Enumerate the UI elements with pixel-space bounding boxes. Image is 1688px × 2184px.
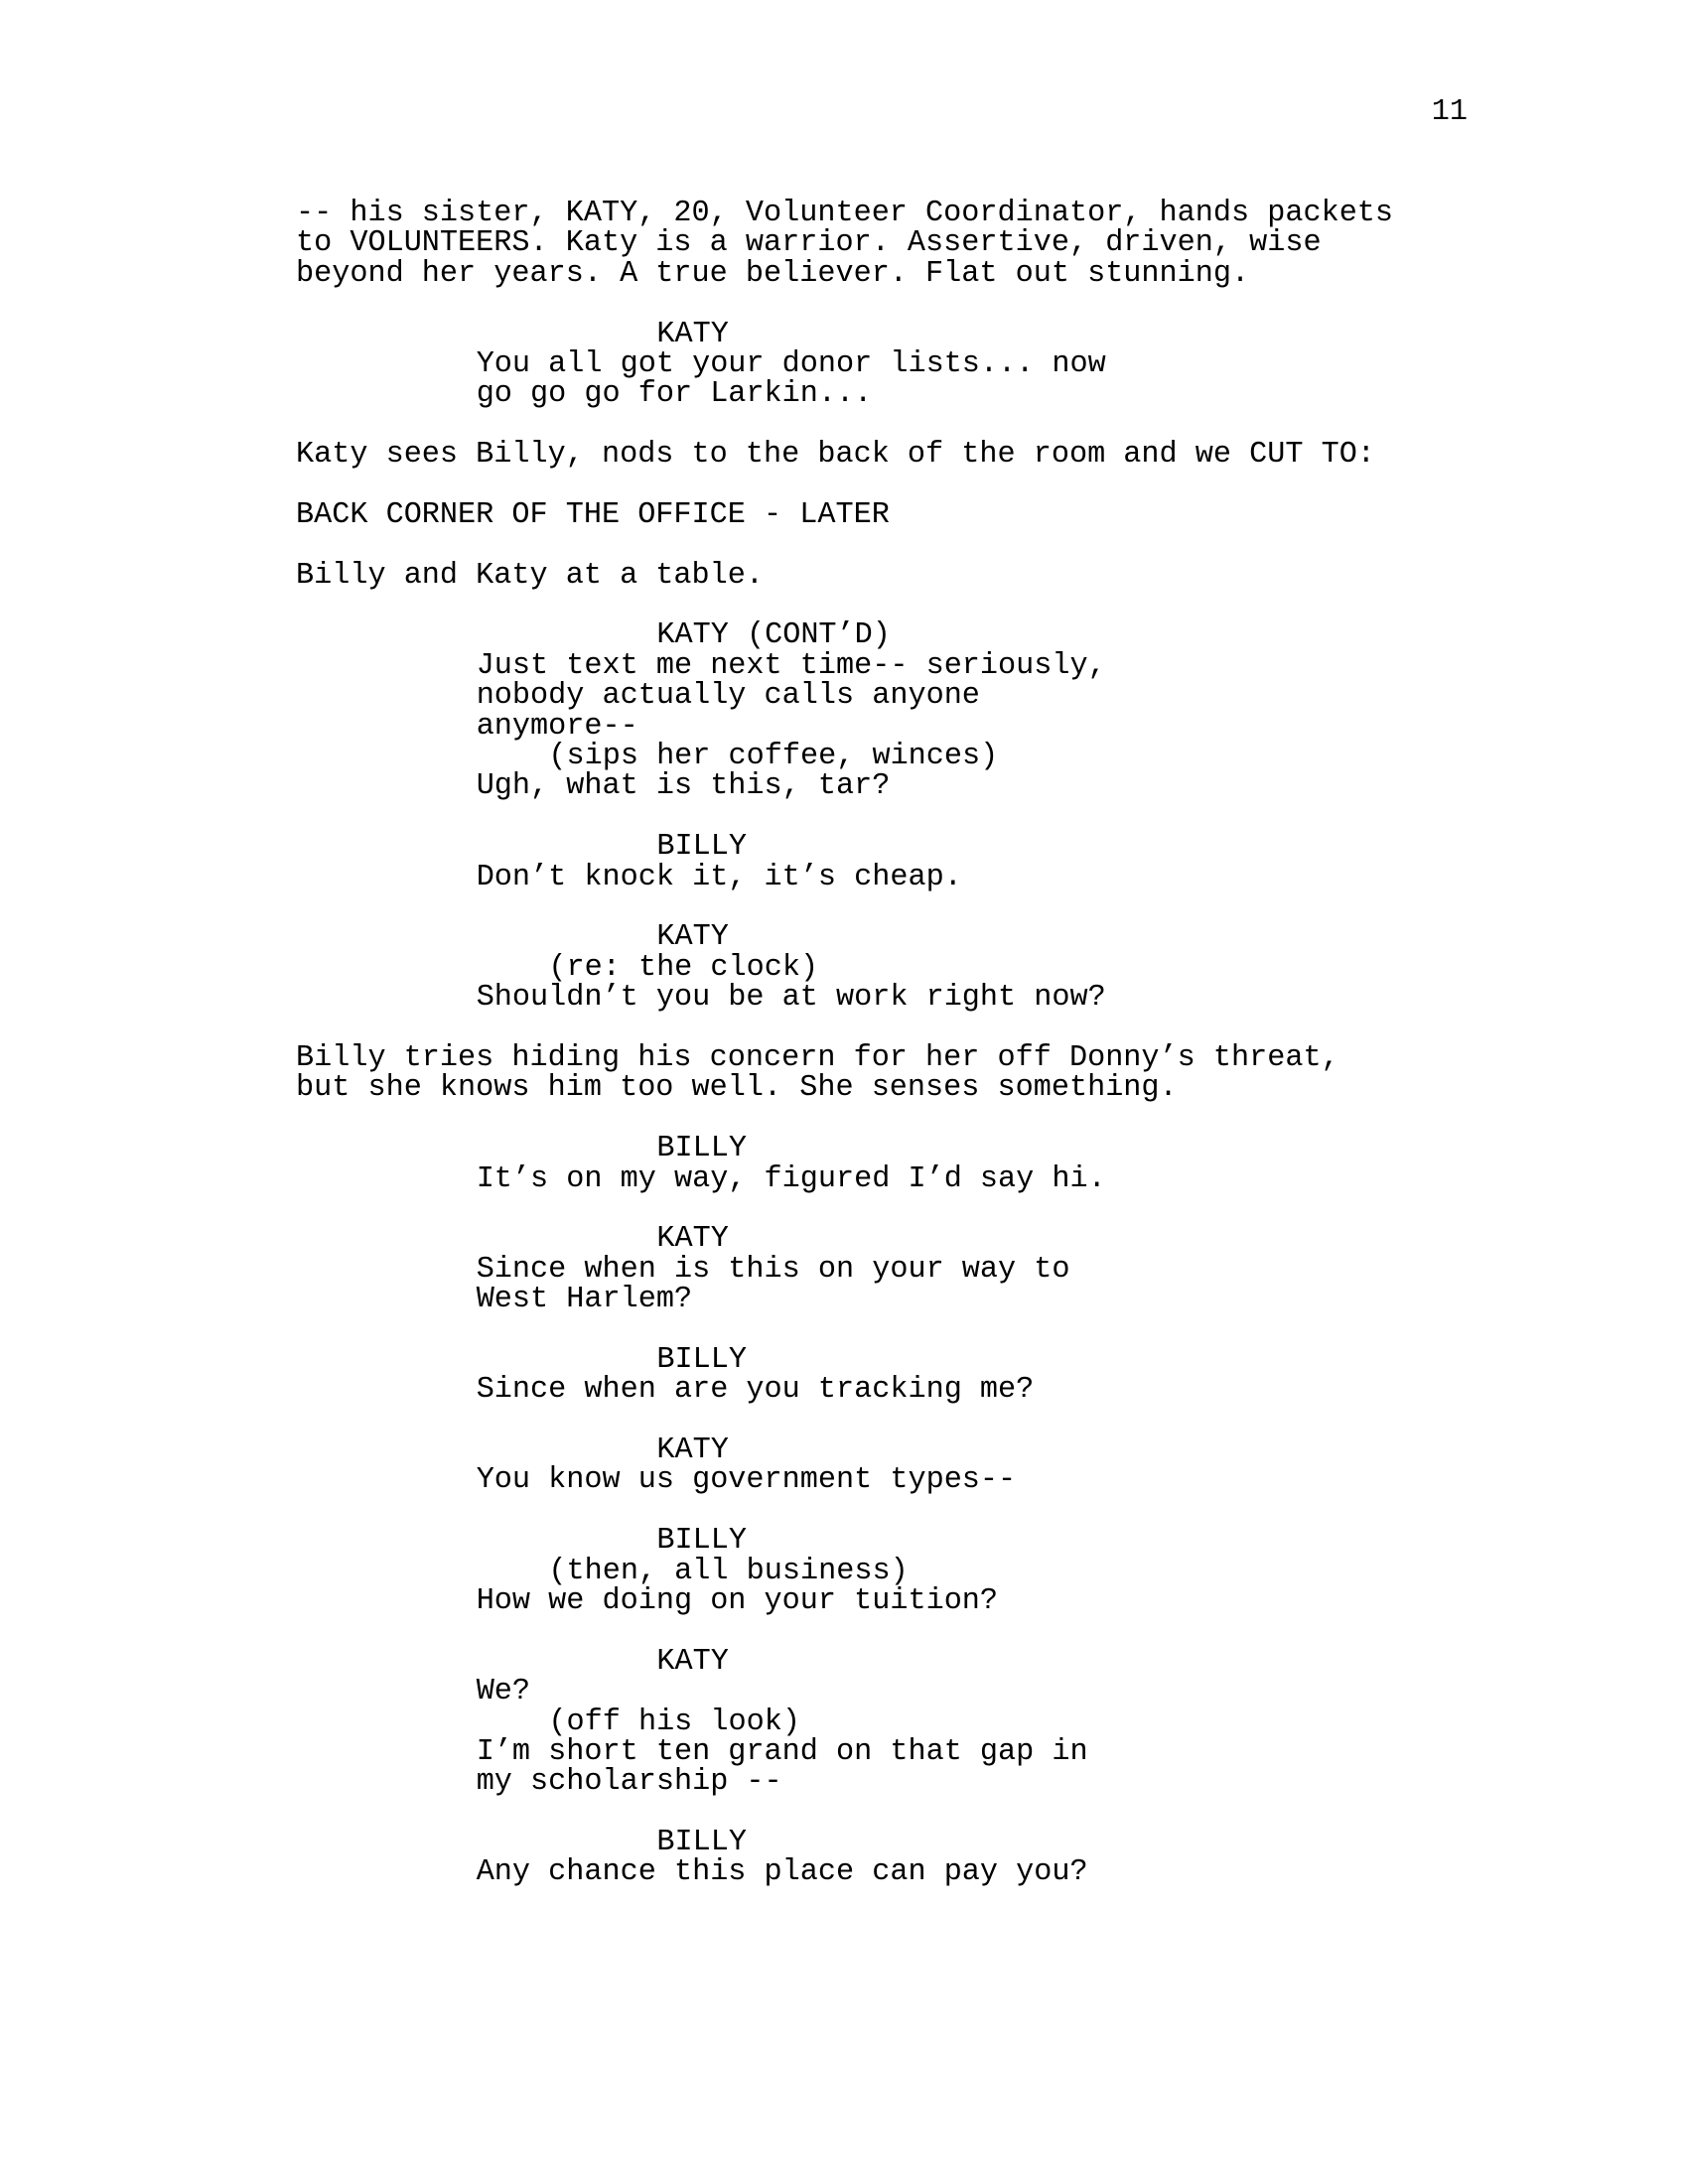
action-line: Billy tries hiding his concern for her off Donny’s threat, xyxy=(296,1040,1339,1075)
dialogue-line: How we doing on your tuition? xyxy=(476,1583,999,1618)
dialogue-line: anymore-- xyxy=(476,709,638,744)
blank-line xyxy=(296,1496,1487,1526)
dialogue-line: I’m short ten grand on that gap in xyxy=(476,1734,1088,1769)
character-name: BILLY xyxy=(656,1132,747,1166)
blank-line xyxy=(296,802,1487,832)
dialogue-line: West Harlem? xyxy=(476,1283,693,1317)
dialogue-line: It’s on my way, figured I’d say hi. xyxy=(476,1161,1106,1196)
action-line: Katy sees Billy, nods to the back of the room and we CUT TO: xyxy=(296,438,1375,473)
action-line: to VOLUNTEERS. Katy is a warrior. Assertive, driven, wise xyxy=(296,226,1322,261)
blank-line xyxy=(296,892,1487,922)
blank-line xyxy=(296,530,1487,560)
script-body xyxy=(296,199,1487,1888)
dialogue-line: Ugh, what is this, tar? xyxy=(476,769,891,804)
dialogue-line: You all got your donor lists... now xyxy=(476,346,1106,381)
blank-line xyxy=(296,1314,1487,1344)
dialogue-line: Just text me next time-- seriously, xyxy=(476,648,1106,683)
dialogue-line: Don’t knock it, it’s cheap. xyxy=(476,860,962,894)
dialogue-line: go go go for Larkin... xyxy=(476,377,873,412)
character-name: BILLY xyxy=(656,830,747,865)
dialogue-line: nobody actually calls anyone xyxy=(476,679,980,714)
dialogue-line: You know us government types-- xyxy=(476,1463,1017,1498)
character-name: KATY xyxy=(656,1433,729,1468)
blank-line xyxy=(296,1616,1487,1646)
dialogue-line: Since when is this on your way to xyxy=(476,1252,1070,1287)
dialogue-line: Shouldn’t you be at work right now? xyxy=(476,981,1106,1016)
dialogue-line: Any chance this place can pay you? xyxy=(476,1855,1088,1890)
action-line: -- his sister, KATY, 20, Volunteer Coordinator, hands packets xyxy=(296,197,1394,230)
parenthetical: (off his look) xyxy=(548,1705,800,1739)
character-name: BILLY xyxy=(656,1826,747,1860)
blank-line xyxy=(296,471,1487,500)
parenthetical: (sips her coffee, winces) xyxy=(548,740,999,774)
blank-line xyxy=(296,1798,1487,1828)
parenthetical: (re: the clock) xyxy=(548,950,819,985)
parenthetical: (then, all business) xyxy=(548,1554,909,1588)
page-number: 11 xyxy=(1431,95,1468,129)
character-name: BILLY xyxy=(656,1342,747,1377)
dialogue-line: my scholarship -- xyxy=(476,1765,782,1800)
character-name: KATY xyxy=(656,317,729,351)
blank-line xyxy=(296,1194,1487,1224)
character-name: KATY (CONT’D) xyxy=(656,618,891,653)
scene-heading: BACK CORNER OF THE OFFICE - LATER xyxy=(296,497,890,532)
blank-line xyxy=(296,410,1487,440)
blank-line xyxy=(296,1406,1487,1435)
action-line: beyond her years. A true believer. Flat out stunning. xyxy=(296,256,1250,291)
action-line: Billy and Katy at a table. xyxy=(296,558,765,593)
character-name: KATY xyxy=(656,920,729,955)
blank-line xyxy=(296,289,1487,319)
blank-line xyxy=(296,591,1487,620)
character-name: KATY xyxy=(656,1644,729,1679)
character-name: BILLY xyxy=(656,1524,747,1559)
action-line: but she knows him too well. She senses something. xyxy=(296,1071,1178,1106)
dialogue-line: Since when are you tracking me? xyxy=(476,1373,1035,1408)
character-name: KATY xyxy=(656,1222,729,1257)
blank-line xyxy=(296,1014,1487,1043)
dialogue-line: We? xyxy=(476,1675,531,1709)
blank-line xyxy=(296,1104,1487,1134)
